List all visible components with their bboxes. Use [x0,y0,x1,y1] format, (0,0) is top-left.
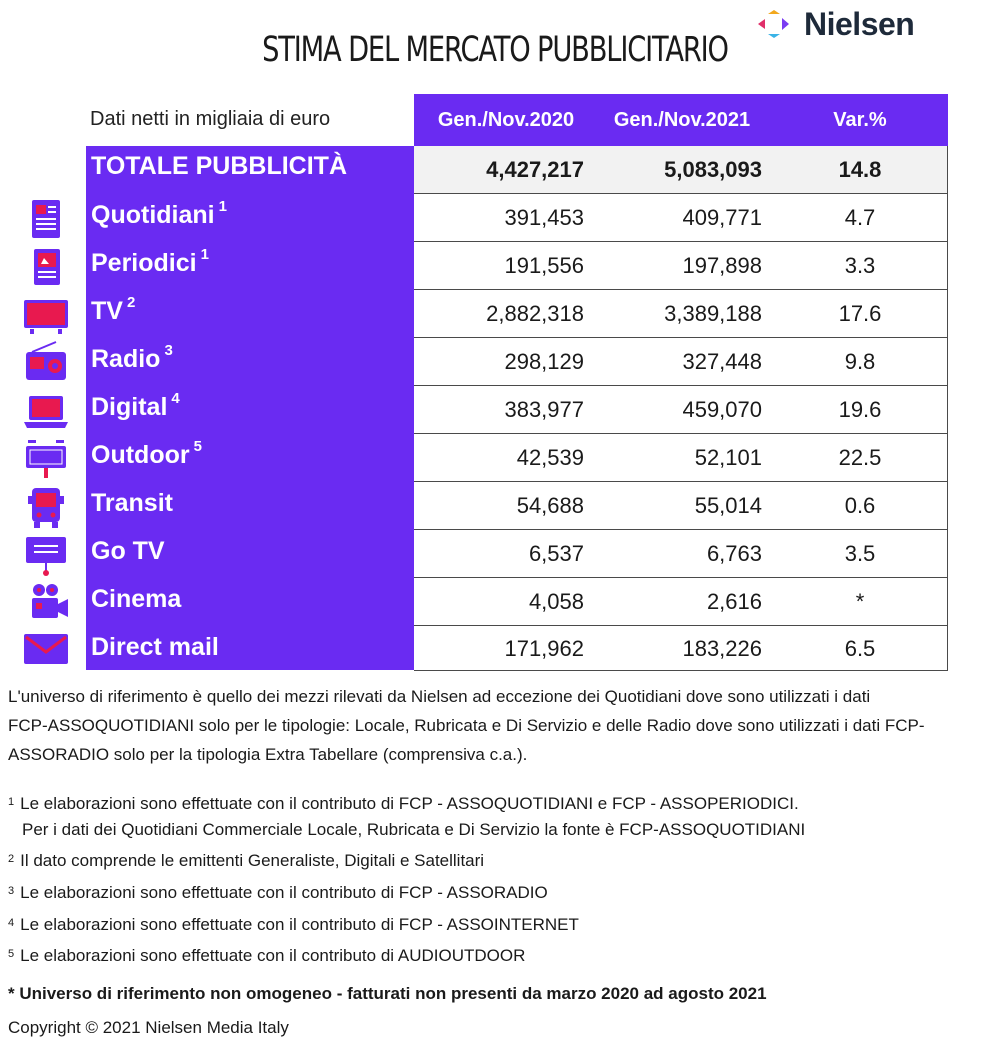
total-2021: 5,083,093 [664,157,762,182]
row-label-text: Outdoor [91,441,190,469]
row-label-text: Quotidiani [91,201,215,229]
footnote-text: Le elaborazioni sono effettuate con il contributo di FCP - ASSOQUOTIDIANI e FCP - ASSOPERIODICI. [20,794,799,813]
asterisk-note: * Universo di riferimento non omogeneo - fatturati non presenti da marzo 2020 ad agosto 2021 [8,984,767,1003]
cell-2021: 6,763 [706,541,762,566]
universe-note-line-1: L'universo di riferimento è quello dei mezzi rilevati da Nielsen ad eccezione dei Quotidiani dove sono utilizzati i dati [8,687,871,706]
cell-2021: 2,616 [706,589,762,614]
row-divider [414,481,948,482]
cell-2021: 459,070 [682,397,762,422]
row-divider [414,241,948,242]
footnote-mark: 3 [8,885,15,897]
cell-var: 0.6 [844,493,876,518]
row-divider [414,337,948,338]
cell-var: 3.3 [844,253,876,278]
cell-var: 4.7 [844,205,876,230]
cell-2021: 327,448 [682,349,762,374]
footnote-mark: 4 [8,917,15,929]
footnote-4 [8,912,579,938]
row-label-digital [91,390,180,422]
universe-note-line-2: FCP-ASSOQUOTIDIANI solo per le tipologie: Locale, Rubricata e Di Servizio e delle Radio dove sono utilizzati i dati FCP- [8,716,925,735]
cell-2020: 391,453 [504,205,584,230]
cell-2021: 52,101 [694,445,762,470]
nielsen-logo [756,4,914,44]
footnote-ref: 2 [126,294,136,311]
row-label-gotv [91,537,169,566]
row-label-text: Radio [91,345,161,373]
row-label-text: Cinema [91,585,182,613]
header-var: Var.% [833,109,887,131]
tv-icon [22,294,70,338]
footnote-ref: 1 [218,198,227,215]
cell-var: 9.8 [844,349,876,374]
row-label-cinema [91,585,185,614]
page-title: STIMA DEL MERCATO PUBBLICITARIO [262,30,728,70]
magazine-icon [22,246,70,290]
cell-2020: 171,962 [504,636,584,661]
radio-icon [22,340,70,384]
row-label-text: Go TV [91,537,165,565]
cell-var: 6.5 [844,636,876,661]
row-label-text: TV [91,297,123,325]
total-label: TOTALE PUBBLICITÀ [91,152,348,180]
cell-var: 17.6 [838,301,882,326]
row-divider [414,385,948,386]
row-divider [414,433,948,434]
footnote-text: Le elaborazioni sono effettuate con il contributo di AUDIOUTDOOR [20,946,526,965]
footnote-3 [8,880,548,906]
brand-name: Nielsen [804,5,915,42]
footnote-ref: 3 [164,342,173,359]
movie-camera-icon [22,580,70,624]
footnote-1 [8,791,799,817]
footnote-2 [8,848,484,874]
header-2021: Gen./Nov.2021 [613,109,751,131]
total-2020: 4,427,217 [486,157,584,182]
footnote-ref: 1 [200,246,209,263]
cell-2021: 3,389,188 [664,301,762,326]
row-divider [414,577,948,578]
bus-icon [22,486,70,530]
row-label-text: Digital [91,393,168,421]
footnote-mark: 2 [8,853,15,865]
unit-label: Dati netti in migliaia di euro [90,108,331,130]
footnote-5 [8,943,525,969]
row-divider [414,193,948,194]
cell-var: 22.5 [838,445,882,470]
row-label-radio [91,342,173,374]
total-var: 14.8 [838,157,882,182]
row-label-text: Direct mail [91,633,219,661]
footnote-ref: 5 [193,438,202,455]
row-divider [414,625,948,626]
row-label-tv [91,294,136,326]
cell-2020: 2,882,318 [486,301,584,326]
row-label-direct-mail [91,633,223,662]
row-divider [414,529,948,530]
row-label-text: Periodici [91,249,197,277]
cell-2021: 183,226 [682,636,762,661]
row-label-transit [91,489,177,518]
header-2020: Gen./Nov.2020 [437,109,575,131]
cell-var: * [855,589,865,614]
footnote-1-continuation: Per i dati dei Quotidiani Commerciale Locale, Rubricata e Di Servizio la fonte è FCP-ASSOQUOTIDIANI [22,820,806,839]
universe-note-line-3: ASSORADIO solo per la tipologia Extra Tabellare (comprensiva c.a.). [8,745,528,764]
cell-2021: 197,898 [682,253,762,278]
cell-2020: 6,537 [528,541,584,566]
cell-2020: 42,539 [516,445,584,470]
footnote-text: Le elaborazioni sono effettuate con il contributo di FCP - ASSOINTERNET [20,915,579,934]
envelope-icon [22,628,70,672]
nielsen-logo-mark-icon [756,8,796,40]
row-label-outdoor [91,438,202,470]
cell-2020: 54,688 [516,493,584,518]
table-right-border [947,146,948,670]
laptop-icon [22,390,70,434]
row-divider [414,289,948,290]
footnote-text: Il dato comprende le emittenti Generaliste, Digitali e Satellitari [20,851,485,870]
row-label-quotidiani [91,198,227,230]
copyright: Copyright © 2021 Nielsen Media Italy [8,1018,289,1037]
cell-2020: 4,058 [528,589,584,614]
cell-2021: 409,771 [682,205,762,230]
cell-2021: 55,014 [694,493,762,518]
billboard-icon [22,437,70,481]
footnote-mark: 5 [8,948,15,960]
cell-var: 19.6 [838,397,882,422]
footnote-ref: 4 [171,390,180,407]
cell-2020: 191,556 [504,253,584,278]
screen-sign-icon [22,534,70,578]
cell-2020: 298,129 [504,349,584,374]
cell-var: 3.5 [844,541,876,566]
cell-2020: 383,977 [504,397,584,422]
footnote-text: Le elaborazioni sono effettuate con il contributo di FCP - ASSORADIO [20,883,548,902]
table-header [414,94,948,146]
row-label-periodici [91,246,209,278]
row-label-text: Transit [91,489,173,517]
table-bottom-border [414,670,948,671]
footnote-mark: 1 [8,796,15,808]
newspaper-icon [22,198,70,242]
